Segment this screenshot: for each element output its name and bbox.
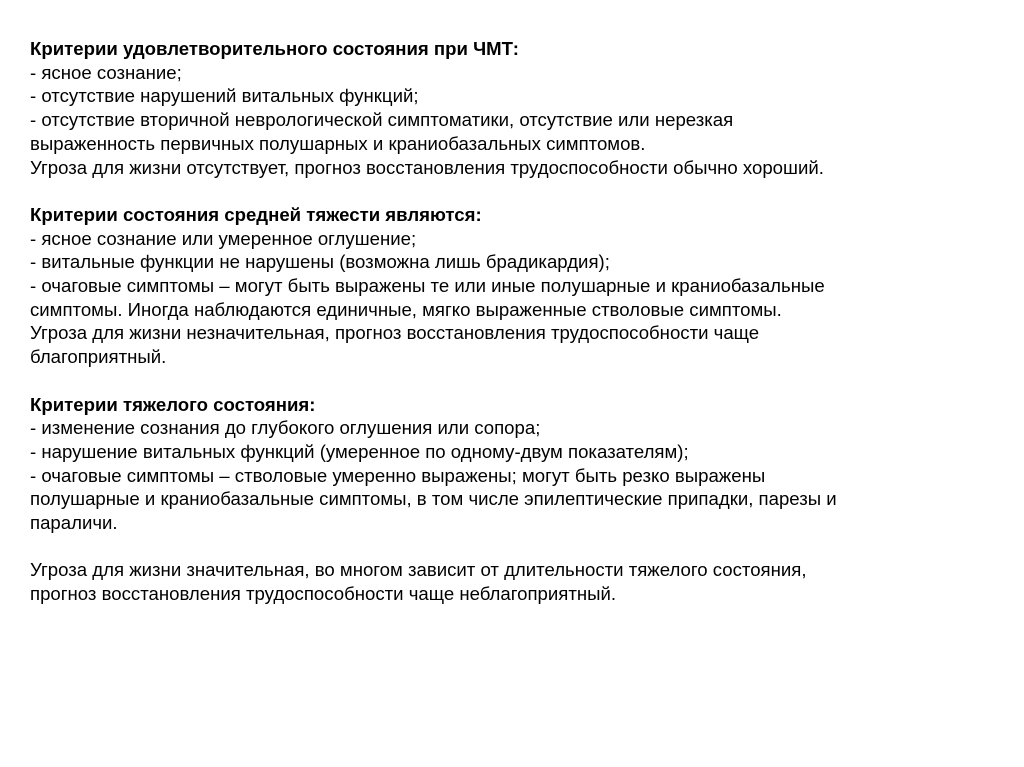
criteria-line: - очаговые симптомы – стволовые умеренно выражены; могут быть резко выражены	[30, 464, 766, 486]
criteria-line: параличи.	[30, 512, 118, 534]
criteria-line: - отсутствие нарушений витальных функций;	[30, 85, 419, 107]
section-spacer	[30, 369, 1005, 393]
section-heading-satisfactory: Критерии удовлетворительного состояния при ЧМТ:	[30, 38, 519, 59]
slide-text-body	[30, 37, 1005, 606]
section-spacer	[30, 179, 1005, 203]
criteria-line: - очаговые симптомы – могут быть выражены те или иные полушарные и краниобазальные	[30, 275, 825, 297]
section-heading-severe: Критерии тяжелого состояния:	[30, 393, 316, 415]
criteria-line: - ясное сознание или умеренное оглушение;	[30, 227, 417, 249]
prognosis-line: прогноз восстановления трудоспособности чаще неблагоприятный.	[30, 583, 617, 605]
prognosis-line: Угроза для жизни значительная, во многом зависит от длительности тяжелого состояния,	[30, 559, 807, 581]
criteria-line: выраженность первичных полушарных и краниобазальных симптомов.	[30, 132, 646, 154]
criteria-line: симптомы. Иногда наблюдаются единичные, мягко выраженные стволовые симптомы.	[30, 298, 782, 320]
criteria-line: - изменение сознания до глубокого оглушения или сопора;	[30, 417, 541, 439]
section-spacer	[30, 535, 1005, 559]
criteria-line: полушарные и краниобазальные симптомы, в том числе эпилептические припадки, парезы и	[30, 488, 837, 510]
section-heading-moderate: Критерии состояния средней тяжести являются:	[30, 203, 482, 225]
prognosis-line: благоприятный.	[30, 346, 167, 368]
prognosis-line: Угроза для жизни отсутствует, прогноз восстановления трудоспособности обычно хороший.	[30, 156, 824, 178]
criteria-line: - витальные функции не нарушены (возможна лишь брадикардия);	[30, 251, 610, 273]
criteria-line: - нарушение витальных функций (умеренное по одному-двум показателям);	[30, 440, 689, 462]
criteria-line: - ясное сознание;	[30, 61, 182, 83]
criteria-line: - отсутствие вторичной неврологической симптоматики, отсутствие или нерезкая	[30, 109, 734, 131]
prognosis-line: Угроза для жизни незначительная, прогноз восстановления трудоспособности чаще	[30, 322, 760, 344]
